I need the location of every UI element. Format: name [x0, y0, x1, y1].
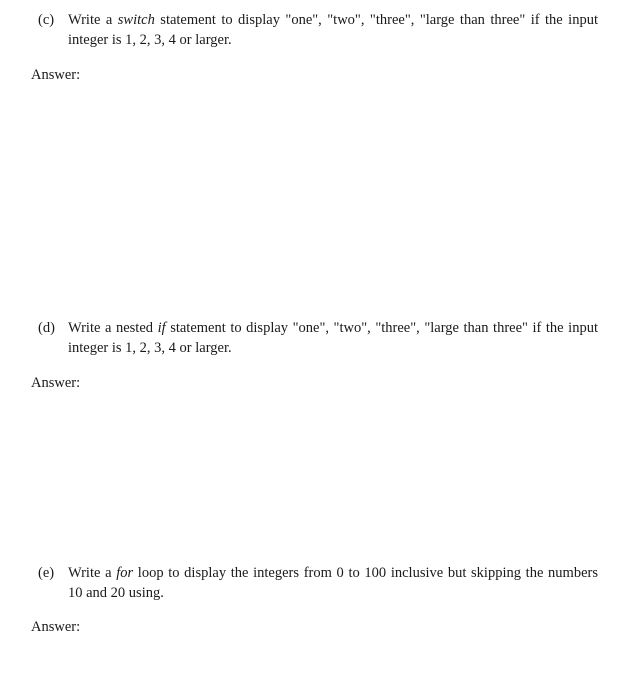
keyword-if: if [157, 320, 166, 336]
answer-label-c: Answer: [31, 67, 81, 83]
question-label: (e) [38, 565, 55, 581]
question-c [38, 10, 598, 50]
question-text: Write a for loop to display the integers from 0 to 100 inclusive but skipping the numbers 10 and 20 using. [68, 565, 598, 601]
question-text: Write a nested if statement to display "one", "two", "three", "large than three" if the input integer is 1, 2, 3, 4 or larger. [68, 320, 598, 356]
keyword-switch: switch [117, 12, 155, 28]
answer-label-e: Answer: [31, 619, 81, 635]
question-text: Write a switch statement to display "one", "two", "three", "large than three" if the input integer is 1, 2, 3, 4 or larger. [68, 12, 598, 48]
keyword-for: for [116, 565, 134, 581]
question-d [38, 318, 598, 358]
question-e [38, 563, 598, 603]
question-label: (d) [38, 320, 55, 336]
question-label: (c) [38, 12, 55, 28]
answer-label-d: Answer: [31, 375, 81, 391]
